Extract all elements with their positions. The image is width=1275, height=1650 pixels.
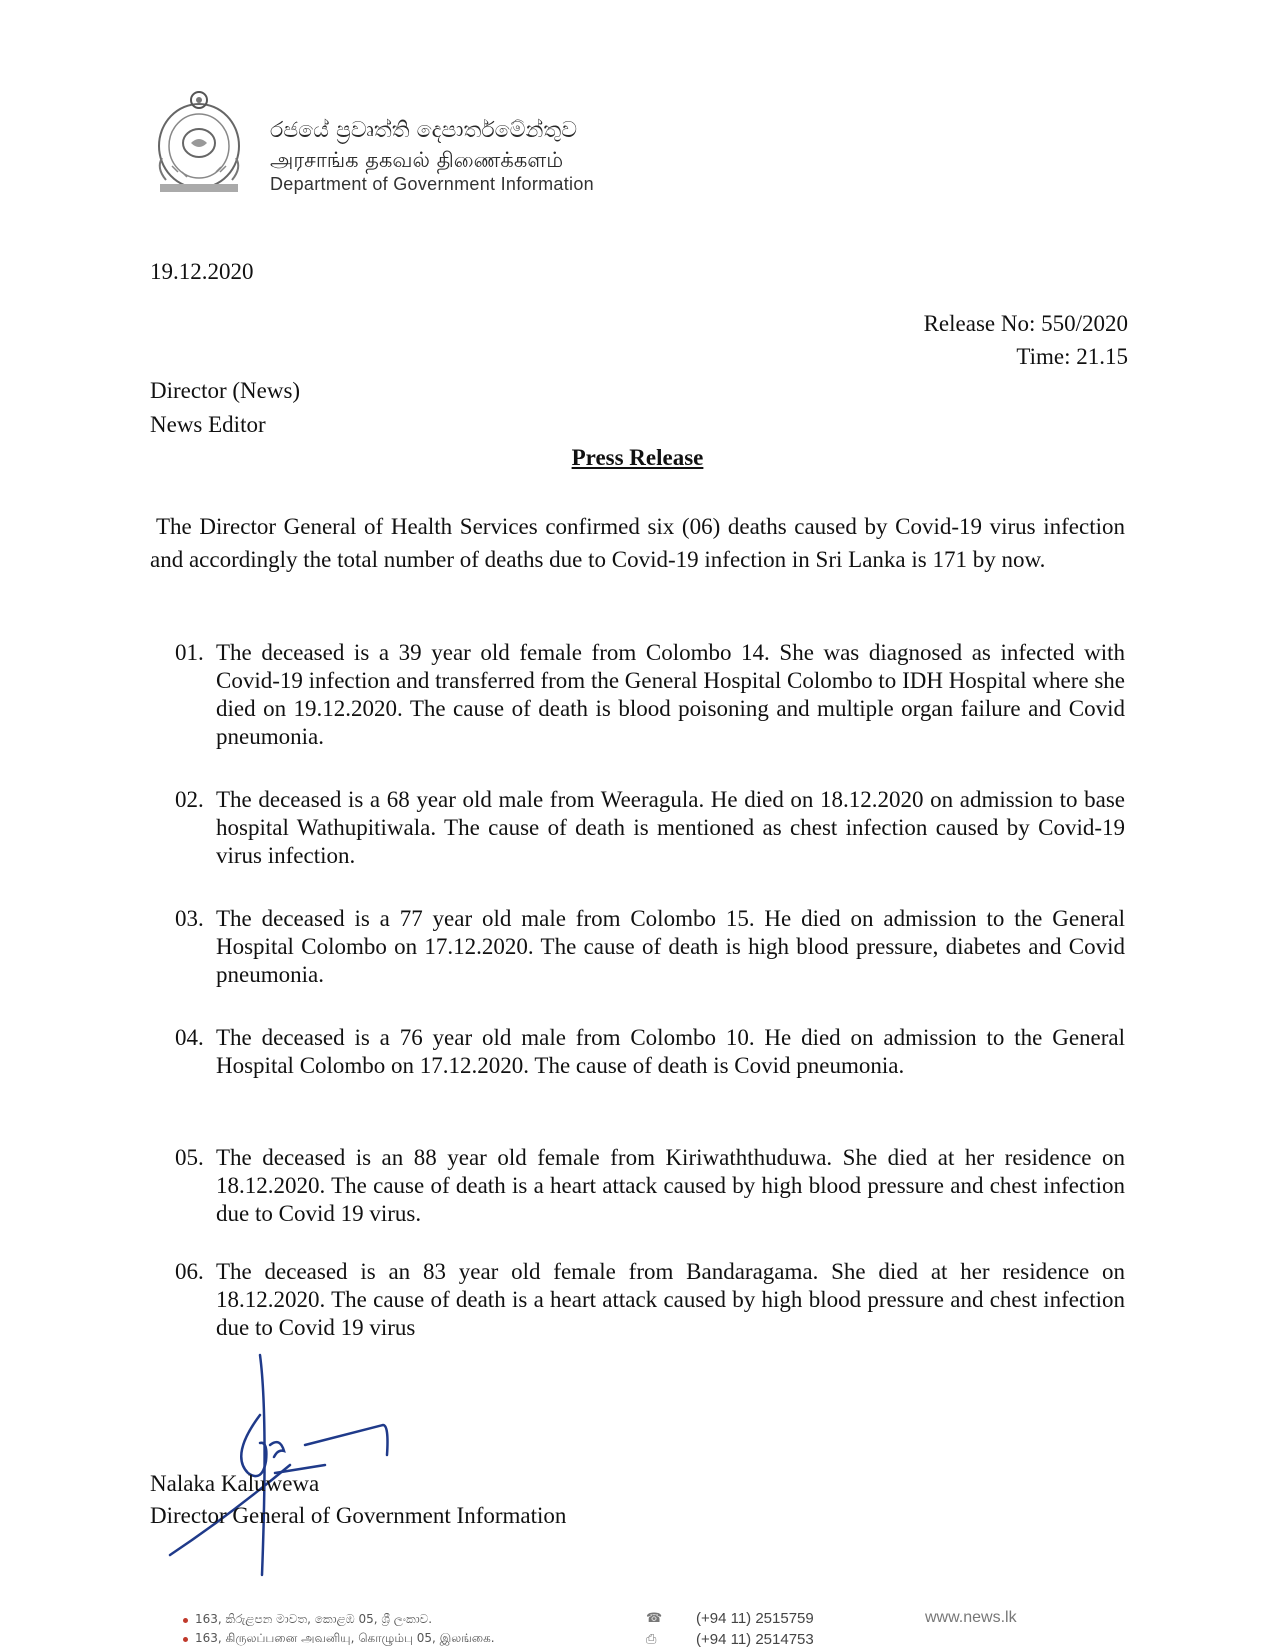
footer-address-sinhala: 163, කිරුළපන මාවත, කොළඹ 05, ශ්‍රී ලංකාව. [195,1612,433,1626]
footer-website[interactable]: www.news.lk [925,1609,1017,1626]
page-title: Press Release [571,445,704,470]
footer-bullet-icon [183,1618,188,1623]
footer-fax: (+94 11) 2514753 [696,1631,814,1648]
recipient-director-news: Director (News) [150,378,301,403]
release-time: Time: 21.15 [1016,344,1128,369]
recipient-news-editor: News Editor [150,412,266,437]
list-item-text: The deceased is a 68 year old male from Weeragula. He died on 18.12.2020 on admission to base hospital Wathupitiwala. The cause of death is mentioned as chest infection caused by Covid-19 virus infection. [216,787,1125,868]
footer-bullet-icon [183,1637,188,1642]
letterhead-english: Department of Government Information [270,174,594,194]
list-item [175,786,1125,870]
list-item [175,905,1125,989]
list-item [175,639,1125,751]
list-item-text: The deceased is an 88 year old female from Kiriwaththuduwa. She died at her residence on 18.12.2020. The cause of death is a heart attack caused by high blood pressure and chest infection due to Covid 19 virus. [216,1145,1125,1226]
footer-address-tamil: 163, கிருலப்பனை அவனியு, கொழும்பு 05, இலங்கை. [195,1631,495,1645]
signature [160,1345,420,1585]
letterhead-tamil: அரசாங்க தகவல் திணைக்களம் [270,148,564,172]
list-item-number: 01. [175,640,204,665]
release-date: 19.12.2020 [150,259,254,284]
list-item [175,1258,1125,1342]
list-item-number: 03. [175,906,204,931]
letterhead-sinhala: රජයේ ප්‍රවෘත්ති දෙපාර්තමේන්තුව [270,118,578,143]
release-number: Release No: 550/2020 [923,311,1128,336]
list-item-number: 04. [175,1025,204,1050]
signer-name: Nalaka Kaluwewa [150,1471,320,1496]
signer-title: Director General of Government Information [150,1503,567,1528]
list-item-text: The deceased is an 83 year old female from Bandaragama. She died at her residence on 18.12.2020. The cause of death is a heart attack caused by high blood pressure and chest infection due to Covid 19 virus [216,1259,1125,1340]
phone-icon: ☎ [646,1610,663,1625]
list-item-number: 06. [175,1259,204,1284]
list-item-number: 05. [175,1145,204,1170]
footer-phone: (+94 11) 2515759 [696,1610,814,1627]
list-item-number: 02. [175,787,204,812]
list-item-text: The deceased is a 77 year old male from Colombo 15. He died on admission to the General Hospital Colombo on 17.12.2020. The cause of death is high blood pressure, diabetes and Covid pneumonia. [216,906,1125,987]
intro-paragraph: The Director General of Health Services confirmed six (06) deaths caused by Covid-19 virus infection and accordingly the total number of deaths due to Covid-19 infection in Sri Lanka is 171 by now. [150,514,1125,572]
list-item [175,1144,1125,1228]
fax-icon: ⎙ [646,1631,657,1646]
list-item-text: The deceased is a 39 year old female from Colombo 14. She was diagnosed as infected with Covid-19 infection and transferred from the General Hospital Colombo to IDH Hospital where she died on 19.12.2020. The cause of death is blood poisoning and multiple organ failure and Covid pneumonia. [216,640,1125,749]
list-item [175,1024,1125,1080]
government-emblem [152,88,247,196]
list-item-text: The deceased is a 76 year old male from Colombo 10. He died on admission to the General Hospital Colombo on 17.12.2020. The cause of death is Covid pneumonia. [216,1025,1125,1078]
